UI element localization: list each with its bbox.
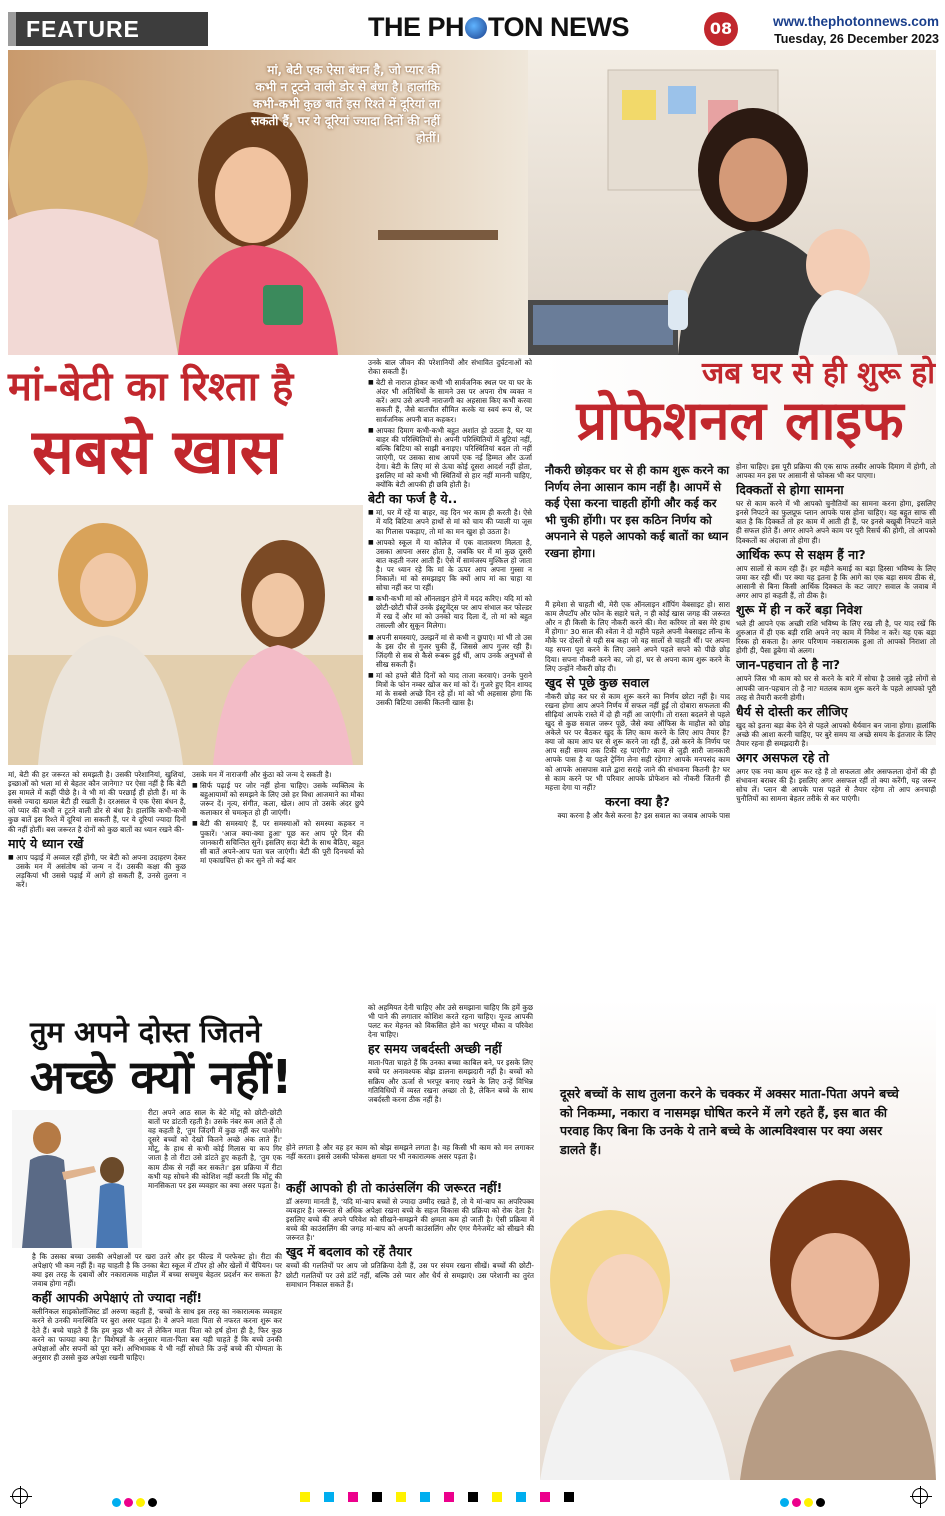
masthead-right: TON NEWS <box>488 12 630 42</box>
color-swatch <box>300 1492 310 1502</box>
subheading: धैर्य से दोस्ती कर लीजिए <box>736 703 848 719</box>
story1-title-line1: मां-बेटी का रिश्ता है <box>8 364 294 410</box>
list-item: ■ आपका दिमाग कभी-कभी बहुत अशांत हो उठता है, घर या बाहर की परिस्थितियों से। अपनी परिस्थितियों में बुटियां नहीं, बल्कि बिटिया को साझी बनाइए। परिस्थितियां बदल तो नहीं जाएंगी, पर उसका साथ आपमें एक नई हिम्मत और ऊर्जा देगा। बेटी के लिए मां से ऊंचा कोई दूसरा आदर्श नहीं होता, इसलिए मां को कभी भी स्थितियों से हार नहीं माननी चाहिए, क्योंकि बेटी आपकी ही छवि होती है। <box>368 426 532 490</box>
cyan-dot <box>112 1498 121 1507</box>
subheading: अगर असफल रहे तो <box>736 749 829 765</box>
story3-pull-quote: दूसरे बच्चों के साथ तुलना करने के चक्कर में अक्सर माता-पिता अपने बच्चे को निकम्मा, नकारा व नासमझ घोषित करने में लगे रहते हैं, इस बात की परवाह किए बिना कि उनके ये ताने बच्चे के आत्मविश्वास पर क्या असर डालते हैं। <box>560 1086 899 1157</box>
color-swatch <box>372 1492 382 1502</box>
story2-col2: होना चाहिए। इस पूरी प्रक्रिया की एक साफ तस्वीर आपके दिमाग में होगी, तो आपका मन इस पर आसानी से फोकस भी कर पाएगा। दिक्कतों से होगा सामना घर से काम करने में भी आपको चुनौतियों का सामना करना होगा, इसलिए इनसे निपटने का फुलप्रूफ प्लान आपके पास होना चाहिए। यह बहुत साफ सी बात है कि दिक्कतें तो हर काम में आती ही हैं, पर इनसे बखूबी निपटने वाले ही सफल होते हैं। अगर आपने अपने काम पर पूरी रिसर्च की होगी, तो आपको दिक्कतों का अंदाजा तो होगा ही। आर्थिक रूप से सक्षम हैं ना? आप सालों से काम रही हैं। हर महीने कमाई का बड़ा हिस्सा भविष्य के लिए जमा कर रही थीं। पर क्या यह इतना है कि आगे का एक बड़ा समय ठीक से, आसानी से बिना किसी आर्थिक दिक्कत के कट जाए? सवाल के जवाब में अगर आप हां कहती हैं, तो ठीक है। शुरू में ही न करें बड़ा निवेश भले ही आपने एक अच्छी राशि भविष्य के लिए रख ली है, पर याद रखें कि शुरुआत में ही एक बड़ी राशि अपने नए काम में निवेश न करें। यह एक बड़ा रिस्क हो सकता है। अगर परिणाम नकारात्मक हुआ तो आपको निराशा तो होगी ही, पैसा डूबेगा वो अलग। जान-पहचान तो है ना? आपने जिस भी काम को घर से करने के बारे में सोचा है उससे जुड़े लोगों से आपकी जान-पहचान तो है ना? मतलब काम शुरू करने के पहले आपको पूरी तरह से तैयारी करनी होगी। धैर्य से दोस्ती कर लीजिए खुद को इतना बड़ा बेक देने से पहले आपको धैर्यवान बन जाना होगा। हालांकि अच्छे की आशा करनी चाहिए, पर बुरे समय या अच्छे समय के इंतजार के लिए तैयार रहना ही समझदारी है। अगर असफल रहे तो अगर एक नया काम शुरू कर रहे हैं तो सफलता और असफलता दोनों की ही संभावना बराबर की है। इसलिए अगर असफल रहीं तो क्या करेंगी, यह जरूर सोच लें। प्लान बी आपके पास पहले से तैयार रहेगा तो आप अनचाही चुनौतियों का सामना बेहतर तरीके से कर पाएंगी। <box>736 462 936 804</box>
story3-small-photo <box>12 1110 142 1248</box>
story3-col-left: है कि उसका बच्चा उसकी अपेक्षाओं पर खरा उतरे और हर फील्ड में परफेक्ट हो। रीटा की अपेक्षाएं भी कम नहीं हैं। वह चाहती है कि उनका बेटा स्कूल में टॉपर हो और खेलों में चैंपियन। पर क्या इस तरह के दबावों और नकारात्मक माहौल में बच्चा सचमुच बेहतर प्रदर्शन कर सकता है? जवाब होगा नहीं। कहीं आपकी अपेक्षाएं तो ज्यादा नहीं! क्लीनिकल साइकोलॉजिस्ट डॉ अरुणा कहती हैं, 'बच्चों के साथ इस तरह का नकारात्मक व्यवहार करने से उनकी मनःस्थिति पर बुरा असर पड़ता है। वे अपने माता पिता से नफरत करना शुरू कर देते हैं। बच्चे चाहते हैं कि हम कुछ भी कर लें लेकिन माता पिता को हर्ष होना ही है, फिर कुछ करने का फायदा क्या है।' विशेषज्ञों के अनुसार माता-पिता बस यही चाहते हैं कि बच्चे उनकी अपेक्षाओं और सपनों को पूरा करें। अभिभावक ये भी नहीं सोचते कि उन्हें बच्चे की योग्यता के अनुसार ही उससे कुछ अपेक्षा रखनी चाहिए। <box>32 1252 282 1362</box>
subheading: खुद में बदलाव को रहें तैयार <box>286 1244 412 1260</box>
story1-col-left: मां, बेटी की हर जरूरत को समझती है। उसकी परेशानियां, खुशियां, इच्छाओं को भला मां से बेहतर कौन जानेगा? पर ऐसा नहीं है कि बेटी इस मामले में कहीं पीछे है। वे भी मां की परछाईं ही होती हैं। मां के सबसे ज्यादा ख्याल बेटी ही रखती है। दरअसल ये एक ऐसा बंधन है, जो प्यार की कभी न टूटने वाली डोर से बंधा है। हालांकि कभी-कभी कुछ बातें इस रिश्ते में दूरियां ला सकती हैं, पर ये दूरियां ज्यादा दिनों की नहीं होतीं। बस जरूरत है दोनों को कुछ बातों का ध्यान रखने की- माएं ये ध्यान रखें ■ आप पढ़ाई में अव्वल रहीं होंगी, पर बेटी को अपना उदाहरण देकर उसके मन में असंतोष को जन्म न दें। उसकी कक्षा की कुछ लड़कियां भी उससे पढ़ाई में आगे हो सकती हैं, उनसे तुलना न करें। <box>8 770 186 1000</box>
story3-col-top: को अहमियत देनी चाहिए और उसे समझाना चाहिए कि हमें कुछ भी पाने की लगातार कोशिश करते रहना चाहिए। यूज्ड आपकी पलट कर मेहनत को विकसित होने का भरपूर मौका व परिवेश देना चाहिए। हर समय जबर्दस्ती अच्छी नहीं माता-पिता चाहते हैं कि उनका बच्चा काबिल बने, पर इसके लिए बच्चे पर अनावश्यक बोझ डालना समझदारी नहीं है। बच्चों को सक्रिय और ऊर्जा से भरपूर बनाए रखने के लिए उन्हें विभिन्न गतिविधियों में व्यस्त रखना अच्छा तो है, लेकिन बच्चे के साथ जबर्दस्ती करना ठीक नहीं है। <box>368 1003 533 1104</box>
color-swatch <box>420 1492 430 1502</box>
list-item: ■ सिर्फ पढ़ाई पर जोर नहीं होना चाहिए। उसके व्यक्तित्व के बहुआयामों को समझने के लिए उसे हर विधा आजमाने का मौका जरूर दें। नृत्य, संगीत, कला, खेल। आप तो उसके अंदर छुपे कलाकार से चमत्कृत हो ही जाएंगी। <box>192 781 364 817</box>
story2-intro: नौकरी छोड़कर घर से ही काम शुरू करने का निर्णय लेना आसान काम नहीं है। आपमें से कई ऐसा करना चाहती होंगी और कई कर भी चुकी होंगी। पर इस कठिन निर्णय को अपनाने से पहले आपको कई बातों का ध्यान रखना होगा। <box>545 463 730 560</box>
website-link[interactable]: www.thephotonnews.com <box>772 14 939 29</box>
color-swatch <box>348 1492 358 1502</box>
yellow-dot <box>804 1498 813 1507</box>
hero-photo <box>8 50 936 355</box>
color-bar <box>300 1492 645 1502</box>
list-item: ■ मां को हफ्ते बीते दिनों को याद ताजा करवाएं। उनके पुराने मित्रों के फोन नम्बर खोज कर मां को दें। गुजरे हुए दिन शायद मां के सबसे अच्छे दिन रहे हों। मां को भी अहसास होगा कि उसकी बिटिया उसकी कितनी खास है। <box>368 671 532 707</box>
story2-title: प्रोफेशनल लाइफ <box>576 389 904 452</box>
subheading: करना क्या है? <box>605 793 670 809</box>
story1-col-mid: उनके बाल जीवन की परेशानियों और संभावित दुर्घटनाओं को रोका सकती हैं। ■ बेटी से नाराज होकर कभी भी सार्वजनिक स्थल पर या घर के अंदर भी अतिथियों के सामने उस पर अपना रोष व्यक्त न करें। आप उसे अपनी नाराजगी का अहसास किए कभी करवा सकती हैं, जैसे बातचीत सीमित करके या स्वयं रूप से, पर सार्वजनिक अपनी बात कहकर। ■ आपका दिमाग कभी-कभी बहुत अशांत हो उठता है, घर या बाहर की परिस्थितियों से। अपनी परिस्थितियों में बुटियां नहीं, बल्कि बिटिया को साझी बनाइए। परिस्थितियां बदल तो नहीं जाएंगी, पर उसका साथ आपमें एक नई हिम्मत और ऊर्जा देगा। बेटी के लिए मां से ऊंचा कोई दूसरा आदर्श नहीं होता, इसलिए मां को कभी भी स्थितियों से हार नहीं माननी चाहिए, क्योंकि बेटी आपकी ही छवि होती है। बेटी का फर्ज है ये.. ■ मां, घर में रहें या बाहर, वह दिन भर काम ही करती है। ऐसे में यदि बिटिया अपने हाथों से मां को चाय की प्याली या जूस का गिलास पकड़ाए, तो मां का मन खुश हो उठता है। ■ आपको स्कूल में या कॉलेज में एक वातावरण मिलता है, उसका आपना असर होता है, जबकि घर में मां कुछ दूसरी बात कहती नजर आती हैं। ऐसे में सामंजस्य मुश्किल हो जाता है। पर ध्यान रहे कि मां के ऊपर आप अपना गुस्सा न निकालें। मां को समझाइए कि क्यों आप मां का चाहा या सोचा नहीं कर पा रहीं। ■ कभी-कभी मां को ऑनलाइन होने में मदद करिए। यदि मां को छोटी-छोटी चीजें उनके इंस्ट्रूमेंट्स पर आप संभाल कर फोल्डर में रख दें और मां को उनको याद दिला दें, तो मां को बहुत तसल्ली और सुकून मिलेगा। ■ अपनी समस्याएं, उलझनें मां से कभी न छुपाएं। मां भी तो उस के इस दौर से गुजर चुकी हैं, जिससे आप गुजर रही हैं। जिंदगी से सब से कैसे रूबरू हुई थीं, आप उनके अनुभवों से सीख सकती हैं। ■ मां को हफ्ते बीते दिनों को याद ताजा करवाएं। उनके पुराने मित्रों के फोन नम्बर खोज कर मां को दें। गुजरे हुए दिन शायद मां के सबसे अच्छे दिन रहे हों। मां को भी अहसास होगा कि उसकी बिटिया उसकी कितनी खास है। <box>368 358 532 733</box>
story2-kicker: जब घर से ही शुरू हो <box>701 356 935 391</box>
color-swatch <box>516 1492 526 1502</box>
color-swatch <box>564 1492 574 1502</box>
story3-col-right: कहीं आपको ही तो काउंसलिंग की जरूरत नहीं! डॉ अरुणा मानती हैं, 'यदि मां-बाप बच्चों से ज्यादा उम्मीद रखते हैं, तो ये मां-बाप का अपरिपक्व व्यवहार है। जरूरत से अधिक अपेक्षा रखना बच्चे के सहज विकास की प्रक्रिया को रोक देता है। इसलिए बच्चे की अपने परिवेश को सीखने-समझने की क्षमता कम हो जाती है। ऐसी प्रक्रिया में बच्चे की काउंसलिंग की जगह मां-बाप को अपनी काउंसलिंग और एंगर मैनेजमेंट को सीखने की जरूरत है।' खुद में बदलाव को रहें तैयार बच्चों की गलतियों पर आप जो प्रतिक्रिया देती हैं, उस पर संयम रखना सीखें। बच्चों की छोटी-छोटी गलतियों पर उसे डांटें नहीं, बल्कि उसे प्यार और धैर्य से समझाएं। उस परेशानी का तुरंत समाधान निकाल सकते हैं। <box>286 1180 534 1289</box>
issue-date: Tuesday, 26 December 2023 <box>774 32 939 46</box>
subheading: खुद से पूछे कुछ सवाल <box>545 674 650 690</box>
masthead <box>368 12 638 46</box>
color-swatch <box>540 1492 550 1502</box>
magenta-dot <box>124 1498 133 1507</box>
black-dot <box>148 1498 157 1507</box>
color-swatch <box>324 1492 334 1502</box>
story2-col1: मैं हमेशा से चाहती थी, मेरी एक ऑनलाइन शॉपिंग वेबसाइट हो। सारा काम लैपटॉप और फोन के सहारे चले, न ही कोई खास जगह की जरूरत और न ही किसी के लिए नौकरी करने की। मेरा करियर तो बस मेरे हाथ में होगा।' 30 साल की श्वेता ने दो महीने पहले अपनी वेबसाइट लॉन्च के मौके पर दोस्तों से यही सब कहा जो वह सालों से चाहती थीं। पर अपना यह सपना पूरा करने के लिए उसने अपने पहले सपने को पीछे छोड़ दिया। सपना नौकरी करने का, जो हां, घर से अपना काम शुरू करने के लिए उन्होंने नौकरी छोड़ दी। खुद से पूछे कुछ सवाल नौकरी छोड़ कर घर से काम शुरू करने का निर्णय छोटा नहीं है। याद रखना होगा आप अपने निर्णय में सफल नहीं हुईं तो दोबारा सफलता की सीढ़ियां आपके रास्ते में दो ही नहीं आ जाएंगी। तो रास्ता बदलने से पहले खुद से कुछ सवाल जरूर पूछें, जैसे क्या ऑफिस के माहौल को छोड़ अकेले घर पर बैठकर खुद के लिए काम करने के लिए आप तैयार हैं? क्या जो काम आप घर से शुरू करने जा रही हैं, उसे करने के निर्णय पर आप सही समय तक टिकी रह पाएंगी? काम से जुड़ी सारी जानकारी आपके पास है या पहले ट्रेनिंग लेना सही रहेगा? आपके मनपसंद काम को आपके आसपास वाले द्वारा सराहे जाने की संभावना कितनी है? घर से काम करने पर भी परिवार आपके प्रोफेशन को नौकरी जितनी ही महत्ता देगा या नहीं? करना क्या है? क्या करना है और कैसे करना है? इस सवाल का जवाब आपके पास <box>545 600 730 820</box>
list-item: ■ मां, घर में रहें या बाहर, वह दिन भर काम ही करती है। ऐसे में यदि बिटिया अपने हाथों से मां को चाय की प्याली या जूस का गिलास पकड़ाए, तो मां का मन खुश हो उठता है। <box>368 508 532 535</box>
color-swatch <box>444 1492 454 1502</box>
color-swatch <box>468 1492 478 1502</box>
cyan-dot <box>780 1498 789 1507</box>
page-number <box>704 12 738 46</box>
list-item: ■ बेटी की समस्याएं हैं, पर समस्याओं को समस्या कहकर न पुकारें। 'आज क्या-क्या हुआ' पूछ कर आप पूरे दिन की जानकारी सचिन्तित सुनें। इसलिए सदा बेटी के साथ बैठिए, बहुत सी बातें अपने-आप पता चल जाएंगी। बेटी की पूरी दिनचर्या को मां एकाग्रचित्त हो कर सुने तो कई बार <box>192 819 364 864</box>
subheading: कहीं आपकी अपेक्षाएं तो ज्यादा नहीं! <box>32 1290 203 1306</box>
subheading: दिक्कतों से होगा सामना <box>736 482 844 498</box>
subheading: माएं ये ध्यान रखें <box>8 835 84 851</box>
story1-col-right: उसके मन में नाराजगी और कुंठा को जन्म दे सकती है। ■ सिर्फ पढ़ाई पर जोर नहीं होना चाहिए। उसके व्यक्तित्व के बहुआयामों को समझने के लिए उसे हर विधा आजमाने का मौका जरूर दें। नृत्य, संगीत, कला, खेल। आप तो उसके अंदर छुपे कलाकार से चमत्कृत हो ही जाएंगी। ■ बेटी की समस्याएं हैं, पर समस्याओं को समस्या कहकर न पुकारें। 'आज क्या-क्या हुआ' पूछ कर आप पूरे दिन की जानकारी सचिन्तित सुनें। इसलिए सदा बेटी के साथ बैठिए, बहुत सी बातें अपने-आप पता चल जाएंगी। बेटी की पूरी दिनचर्या को मां एकाग्रचित्त हो कर सुने तो कई बार <box>192 770 364 1000</box>
page-number-label: 08 <box>709 19 733 38</box>
subheading: बेटी का फर्ज है ये.. <box>368 491 458 507</box>
story1-photo <box>8 505 363 765</box>
magenta-dot <box>792 1498 801 1507</box>
section-tag-label: FEATURE <box>26 16 140 42</box>
color-strip-right <box>780 1492 828 1511</box>
top-quote: मां, बेटी एक ऐसा बंधन है, जो प्यार की कभी न टूटने वाली डोर से बंधा है। हालांकि कभी-कभी कुछ बातें इस रिश्ते में दूरियां ला सकती हैं, पर ये दूरियां ज्यादा दिनों की नहीं होतीं। <box>251 63 440 145</box>
list-item: ■ आपको स्कूल में या कॉलेज में एक वातावरण मिलता है, उसका आपना असर होता है, जबकि घर में मां कुछ दूसरी बात कहती नजर आती हैं। ऐसे में सामंजस्य मुश्किल हो जाता है। पर ध्यान रहे कि मां के ऊपर आप अपना गुस्सा न निकालें। मां को समझाइए कि क्यों आप मां का चाहा या सोचा नहीं कर पा रहीं। <box>368 538 532 593</box>
subheading: जान-पहचान तो है ना? <box>736 657 840 673</box>
story3-title-line2: अच्छे क्यों नहीं! <box>30 1050 293 1104</box>
globe-icon <box>465 17 487 39</box>
list-item: ■ बेटी से नाराज होकर कभी भी सार्वजनिक स्थल पर या घर के अंदर भी अतिथियों के सामने उस पर अपना रोष व्यक्त न करें। आप उसे अपनी नाराजगी का अहसास किए कभी करवा सकती हैं, जैसे बातचीत सीमित करके या स्वयं रूप से, पर सार्वजनिक अपनी बात कहकर। <box>368 378 532 423</box>
list-item: ■ आप पढ़ाई में अव्वल रहीं होंगी, पर बेटी को अपना उदाहरण देकर उसके मन में असंतोष को जन्म न दें। उसकी कक्षा की कुछ लड़कियां भी उससे पढ़ाई में आगे हो सकती हैं, उनसे तुलना न करें। <box>8 853 186 889</box>
yellow-dot <box>136 1498 145 1507</box>
list-item: ■ कभी-कभी मां को ऑनलाइन होने में मदद करिए। यदि मां को छोटी-छोटी चीजें उनके इंस्ट्रूमेंट्स पर आप संभाल कर फोल्डर में रख दें और मां को उनको याद दिला दें, तो मां को बहुत तसल्ली और सुकून मिलेगा। <box>368 594 532 630</box>
black-dot <box>816 1498 825 1507</box>
story3-mid-col: होने लगता है और वह हर काम को बोझ समझने लगता है। वह किसी भी काम को मन लगाकर नहीं करता। इससे उसकी फोकस क्षमता पर भी नकारात्मक असर पड़ता है। <box>286 1143 534 1162</box>
story3-intro: रीटा अपने आठ साल के बेटे मोंटू को छोटी-छोटी बातों पर डांटती रहती है। उसके नंबर कम आते हैं तो वह कहती है, 'तुम जिंदगी में कुछ नहीं कर पाओगे। दूसरे बच्चों को देखो कितने अच्छे अंक लाते हैं।' मोंटू, के हाथ से कभी कोई गिलास या कप गिर जाता है तो रीटा उसे डांटते हुए कहती है, 'तुम एक काम ठीक से नहीं कर सकते।' इस प्रक्रिया में रीटा कभी यह सोचने की कोशिश नहीं करती कि मोंटू की मानसिकता पर इस व्यवहार का क्या असर पड़ता है। <box>148 1108 282 1190</box>
color-swatch <box>492 1492 502 1502</box>
registration-mark-left <box>12 1488 28 1504</box>
story3-photo <box>540 1000 936 1480</box>
color-strip-left <box>112 1492 160 1511</box>
color-swatch <box>396 1492 406 1502</box>
subheading: कहीं आपको ही तो काउंसलिंग की जरूरत नहीं! <box>286 1180 503 1195</box>
story1-title-line2: सबसे खास <box>32 415 282 488</box>
story3-title-line1: तुम अपने दोस्त जितने <box>30 1015 262 1049</box>
subheading: आर्थिक रूप से सक्षम हैं ना? <box>736 546 866 562</box>
registration-mark-right <box>912 1488 928 1504</box>
section-tag <box>8 12 208 46</box>
masthead-left: THE PH <box>368 12 465 42</box>
list-item: ■ अपनी समस्याएं, उलझनें मां से कभी न छुपाएं। मां भी तो उस के इस दौर से गुजर चुकी हैं, जिससे आप गुजर रही हैं। जिंदगी से सब से कैसे रूबरू हुई थीं, आप उनके अनुभवों से सीख सकती हैं। <box>368 633 532 669</box>
subheading: हर समय जबर्दस्ती अच्छी नहीं <box>368 1041 502 1057</box>
subheading: शुरू में ही न करें बड़ा निवेश <box>736 602 863 618</box>
